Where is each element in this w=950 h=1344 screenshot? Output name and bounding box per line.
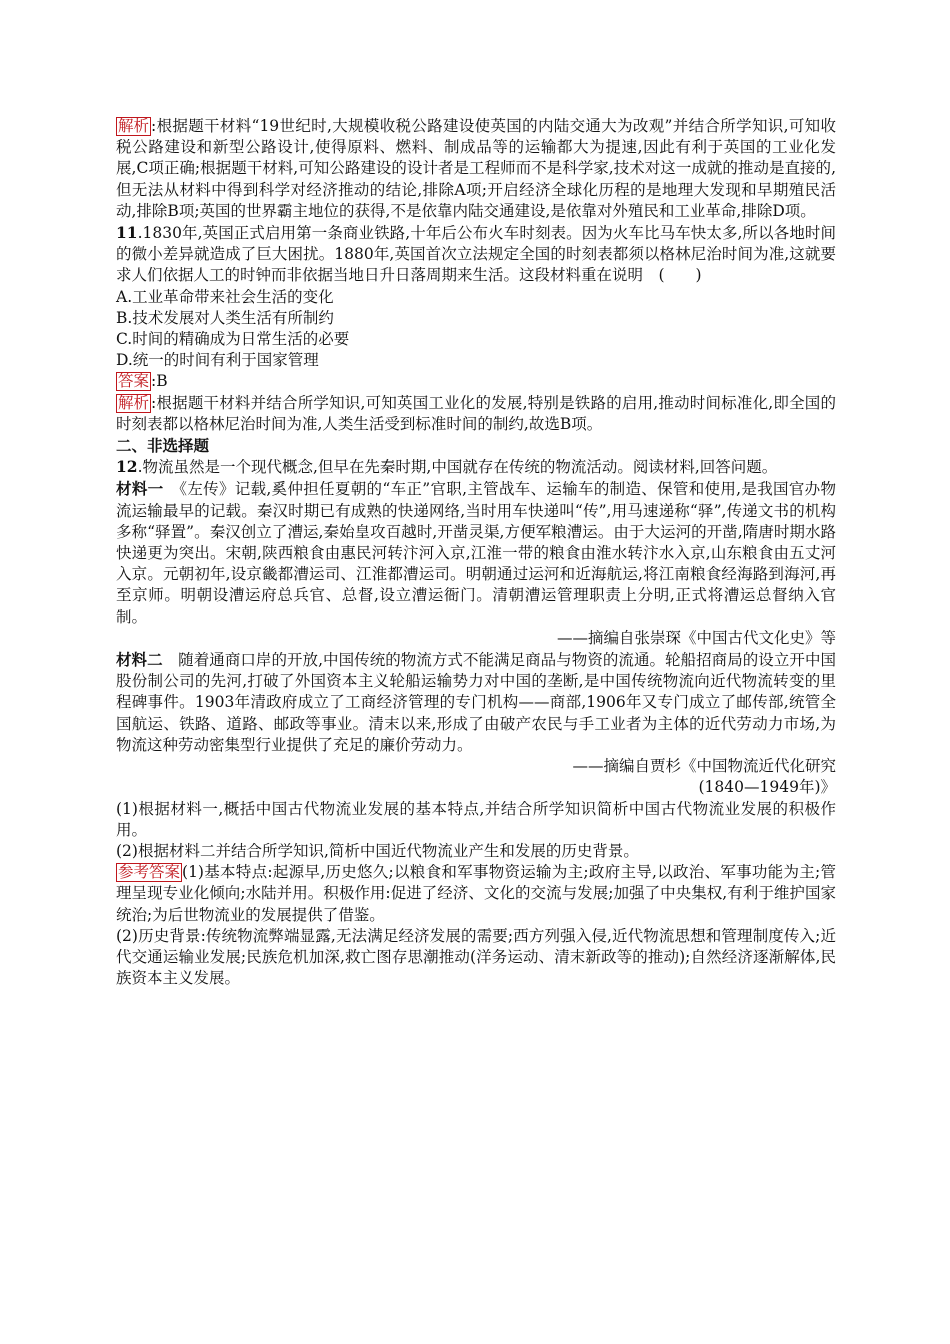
- q12-reference-answer-1: [116, 862, 836, 926]
- reference-answer-text: (1)基本特点:起源早,历史悠久;以粮食和军事物资运输为主;政府主导,以政治、军事功能为主;管理呈现专业化倾向;水陆并用。积极作用:促进了经济、文化的交流与发展;加强了中央集权,有利于维护国家统治;为后世物流业的发展提供了借鉴。: [116, 863, 836, 924]
- q11-stem: [116, 222, 836, 287]
- material-one-text: 《左传》记载,奚仲担任夏朝的“车正”官职,主管战车、运输车的制造、保管和使用,是我国官办物流运输最早的记载。秦汉时期已有成熟的快递网络,当时用车快递叫“传”,用马速递称“驿”,传递文书的机构多称“驿置”。秦汉创立了漕运,秦始皇攻百越时,开凿灵渠,方便军粮漕运。由于大运河的开凿,隋唐时期水路快递更为突出。宋朝,陕西粮食由惠民河转汴河入京,江淮一带的粮食由淮水转汴水入京,山东粮食由五丈河入京。元朝初年,设京畿都漕运司、江淮都漕运司。明朝通过运河和近海航运,将江南粮食经海路到海河,再至京师。明朝设漕运府总兵官、总督,设立漕运衙门。清朝漕运管理职责上分明,正式将漕运总督纳入官制。: [116, 480, 836, 626]
- q11-analysis: [116, 393, 836, 435]
- answer-tag: 答案: [118, 372, 150, 391]
- question-text: .物流虽然是一个现代概念,但早在先秦时期,中国就存在传统的物流活动。阅读材料,回答问题。: [137, 458, 778, 477]
- q10-analysis: [116, 116, 836, 222]
- question-text: .1830年,英国正式启用第一条商业铁路,十年后公布火车时刻表。因为火车比马车快太多,所以各地时间的微小差异就造成了巨大困扰。1880年,英国首次立法规定全国的时刻表都须以格林尼治时间为准,这就要求人们依据人工的时钟而非依据当地日升日落周期来生活。这段材料重在说明 ( ): [116, 224, 836, 285]
- q12-sub-question-2: (2)根据材料二并结合所学知识,简析中国近代物流业产生和发展的历史背景。: [116, 841, 639, 860]
- analysis-tag: 解析: [118, 393, 150, 412]
- document-content: [116, 116, 836, 989]
- analysis-text: :根据题干材料“19世纪时,大规模收税公路建设使英国的内陆交通大为改观”并结合所学知识,可知收税公路建设和新型公路设计,使得原料、燃料、制成品等的运输都大为提速,因此有利于英国的工业化发展,C项正确;根据题干材料,可知公路建设的设计者是工程师而不是科学家,技术对这一成就的推动是直接的,但无法从材料中得到科学对经济推动的结论,排除A项;开启经济全球化历程的是地理大发现和早期殖民活动,排除B项;英国的世界霸主地位的获得,不是依靠内陆交通建设,是依靠对外殖民和工业革命,排除D项。: [116, 117, 836, 220]
- q12-stem: [116, 456, 836, 478]
- section-title: 二、非选择题: [116, 436, 210, 456]
- q11-answer: [116, 371, 836, 392]
- q12-sub-question-1: (1)根据材料一,概括中国古代物流业发展的基本特点,并结合所学知识简析中国古代物流业发展的积极作用。: [116, 799, 836, 839]
- material-two-text: 随着通商口岸的开放,中国传统的物流方式不能满足商品与物资的流通。轮船招商局的设立开中国股份制公司的先河,打破了外国资本主义轮船运输势力对中国的垄断,是中国传统物流向近代物流转变的里程碑事件。1903年清政府成立了工商经济管理的专门机构——商部,1906年又专门成立了邮传部,统管全国航运、铁路、道路、邮政等事业。清末以来,形成了由破产农民与手工业者为主体的近代劳动力市场,为物流这种劳动密集型行业提供了充足的廉价劳动力。: [116, 651, 836, 754]
- material-one-source: ——摘编自张崇琛《中国古代文化史》等: [556, 628, 836, 647]
- q11-option-c: C.时间的精确成为日常生活的必要: [116, 330, 350, 349]
- analysis-text: :根据题干材料并结合所学知识,可知英国工业化的发展,特别是铁路的启用,推动时间标准化,即全国的时刻表都以格林尼治时间为准,人类生活受到标准时间的制约,故选B项。: [116, 393, 836, 433]
- material-one-label: 材料一: [116, 479, 164, 499]
- question-number: 12: [116, 457, 138, 477]
- q11-option-b: B.技术发展对人类生活有所制约: [116, 308, 334, 327]
- q11-option-d: D.统一的时间有利于国家管理: [116, 351, 319, 370]
- material-two: [116, 649, 836, 756]
- q11-option-a: A.工业革命带来社会生活的变化: [116, 287, 334, 306]
- question-number: 11: [116, 223, 138, 243]
- material-two-source-line2: (1840—1949年)》: [698, 778, 836, 797]
- reference-answer-tag: 参考答案: [118, 863, 181, 882]
- answer-text: :B: [151, 372, 168, 391]
- material-two-label: 材料二: [116, 650, 163, 670]
- analysis-tag: 解析: [118, 117, 150, 135]
- material-two-source-line1: ——摘编自贾杉《中国物流近代化研究: [572, 757, 836, 776]
- material-one: [116, 478, 836, 627]
- q12-reference-answer-2: (2)历史背景:传统物流弊端显露,无法满足经济发展的需要;西方列强入侵,近代物流思想和管理制度传入;近代交通运输业发展;民族危机加深,救亡图存思潮推动(洋务运动、清末新政等的推动);自然经济逐渐解体,民族资本主义发展。: [116, 926, 836, 988]
